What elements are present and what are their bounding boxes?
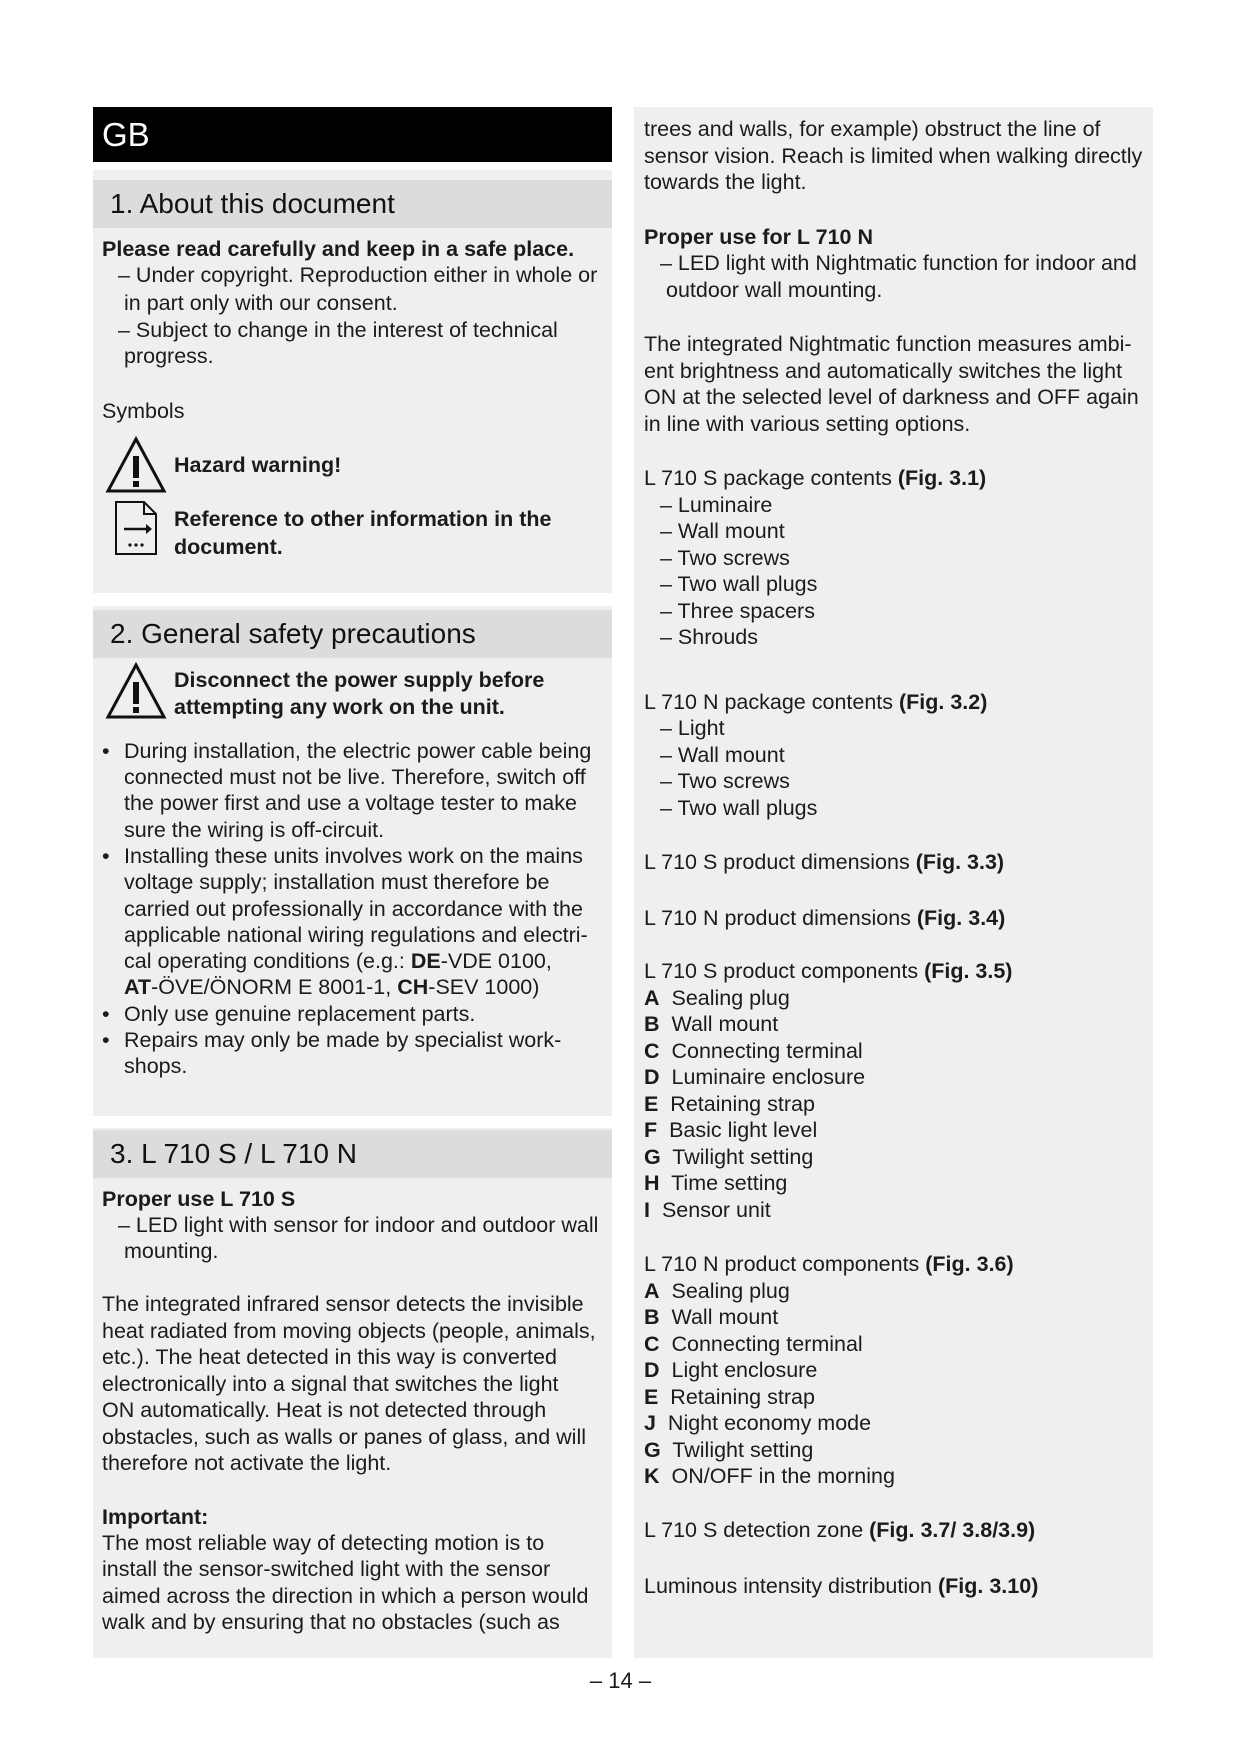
s3-text: mounting. [124, 1239, 219, 1263]
s2-text: voltage supply; installation must therefore be [124, 870, 550, 894]
list-item: – Light [660, 716, 725, 740]
list-item: A Sealing plug [644, 1279, 790, 1303]
power-warning: attempting any work on the unit. [174, 695, 505, 719]
list-item: B Wall mount [644, 1305, 779, 1329]
list-item: C Connecting terminal [644, 1039, 863, 1063]
s2-text: applicable national wiring regulations and electri- [124, 923, 588, 947]
section-1-heading: 1. About this document [93, 180, 612, 228]
s2-text: carried out professionally in accordance with the [124, 897, 583, 921]
list-item: – Wall mount [660, 743, 785, 767]
s-components-heading: L 710 S product components (Fig. 3.5) [644, 959, 1013, 983]
hazard-warning-icon [105, 436, 167, 494]
s3-text: The integrated infrared sensor detects the invisible [102, 1292, 584, 1316]
bullet-icon: • [102, 1028, 110, 1052]
language-tab: GB [93, 107, 612, 162]
hazard-warning-icon [105, 662, 167, 720]
luminous-distribution: Luminous intensity distribution (Fig. 3.10) [644, 1574, 1039, 1598]
power-warning: Disconnect the power supply before [174, 668, 545, 692]
s2-text: shops. [124, 1054, 188, 1078]
n-components-heading: L 710 N product components (Fig. 3.6) [644, 1252, 1014, 1276]
s2-text: connected must not be live. Therefore, switch off [124, 765, 586, 789]
important-heading: Important: [102, 1505, 209, 1529]
s2-text: During installation, the electric power cable being [124, 739, 592, 763]
list-item: E Retaining strap [644, 1092, 815, 1116]
s1-line: – Under copyright. Reproduction either in whole or [118, 263, 598, 287]
bullet-icon: • [102, 1002, 110, 1026]
list-item: J Night economy mode [644, 1411, 872, 1435]
s3-text: install the sensor-switched light with the sensor [102, 1557, 551, 1581]
s3-text: obstacles, such as walls or panes of glass, and will [102, 1425, 586, 1449]
bullet-icon: • [102, 844, 110, 868]
s2-text: sure the wiring is off-circuit. [124, 818, 385, 842]
page-number: – 14 – [589, 1668, 652, 1693]
list-item: B Wall mount [644, 1012, 779, 1036]
r-text: The integrated Nightmatic function measures ambi- [644, 332, 1132, 356]
n-dimensions: L 710 N product dimensions (Fig. 3.4) [644, 906, 1006, 930]
section-2-heading: 2. General safety precautions [93, 610, 612, 658]
s1-line: in part only with our consent. [124, 291, 398, 315]
proper-use-n-heading: Proper use for L 710 N [644, 225, 874, 249]
s3-text: electronically into a signal that switches the light [102, 1372, 559, 1396]
list-item: – Three spacers [660, 599, 815, 623]
section-3-heading: 3. L 710 S / L 710 N [93, 1130, 612, 1178]
list-item: H Time setting [644, 1171, 788, 1195]
symbols-heading: Symbols [102, 399, 185, 423]
s1-line: – Subject to change in the interest of technical [118, 318, 558, 342]
s3-text: walk and by ensuring that no obstacles (such as [102, 1610, 560, 1634]
s-package-heading: L 710 S package contents (Fig. 3.1) [644, 466, 987, 490]
list-item: G Twilight setting [644, 1145, 814, 1169]
reference-label: Reference to other information in the [174, 507, 552, 531]
r-text: towards the light. [644, 170, 807, 194]
s2-text: Repairs may only be made by specialist work- [124, 1028, 562, 1052]
list-item: A Sealing plug [644, 986, 790, 1010]
r-text: trees and walls, for example) obstruct the line of [644, 117, 1101, 141]
list-item: G Twilight setting [644, 1438, 814, 1462]
s3-text: – LED light with sensor for indoor and outdoor wall [118, 1213, 599, 1237]
detection-zone: L 710 S detection zone (Fig. 3.7/ 3.8/3.9) [644, 1518, 1036, 1542]
s3-text: The most reliable way of detecting motion is to [102, 1531, 545, 1555]
list-item: – Wall mount [660, 519, 785, 543]
r-text: sensor vision. Reach is limited when walking directly [644, 144, 1143, 168]
r-text: ON at the selected level of darkness and OFF again [644, 385, 1139, 409]
s3-text: therefore not activate the light. [102, 1451, 392, 1475]
s2-text: Only use genuine replacement parts. [124, 1002, 476, 1026]
r-text: – LED light with Nightmatic function for indoor and [660, 251, 1137, 275]
hazard-warning-label: Hazard warning! [174, 453, 342, 477]
list-item: E Retaining strap [644, 1385, 815, 1409]
list-item: – Luminaire [660, 493, 773, 517]
s2-text: cal operating conditions (e.g.: DE-VDE 0100, [124, 949, 552, 973]
s2-text: AT-ÖVE/ÖNORM E 8001-1, CH-SEV 1000) [124, 975, 540, 999]
list-item: D Light enclosure [644, 1358, 818, 1382]
list-item: – Two screws [660, 546, 790, 570]
reference-label: document. [174, 535, 283, 559]
r-text: ent brightness and automatically switches the light [644, 359, 1123, 383]
list-item: – Two screws [660, 769, 790, 793]
list-item: – Two wall plugs [660, 572, 818, 596]
s2-text: Installing these units involves work on the mains [124, 844, 583, 868]
n-package-heading: L 710 N package contents (Fig. 3.2) [644, 690, 988, 714]
list-item: – Two wall plugs [660, 796, 818, 820]
reference-document-icon [114, 500, 158, 556]
s2-text: the power first and use a voltage tester to make [124, 791, 577, 815]
s-dimensions: L 710 S product dimensions (Fig. 3.3) [644, 850, 1005, 874]
r-text: in line with various setting options. [644, 412, 971, 436]
s1-line: progress. [124, 344, 214, 368]
s3-text: aimed across the direction in which a person would [102, 1584, 589, 1608]
r-text: outdoor wall mounting. [666, 278, 883, 302]
list-item: K ON/OFF in the morning [644, 1464, 895, 1488]
proper-use-s-heading: Proper use L 710 S [102, 1187, 296, 1211]
s1-intro: Please read carefully and keep in a safe place. [102, 237, 575, 261]
list-item: – Shrouds [660, 625, 759, 649]
list-item: F Basic light level [644, 1118, 818, 1142]
s3-text: ON automatically. Heat is not detected through [102, 1398, 547, 1422]
bullet-icon: • [102, 739, 110, 763]
s3-text: etc.). The heat detected in this way is converted [102, 1345, 557, 1369]
s3-text: heat radiated from moving objects (people, animals, [102, 1319, 596, 1343]
list-item: C Connecting terminal [644, 1332, 863, 1356]
list-item: I Sensor unit [644, 1198, 771, 1222]
list-item: D Luminaire enclosure [644, 1065, 866, 1089]
